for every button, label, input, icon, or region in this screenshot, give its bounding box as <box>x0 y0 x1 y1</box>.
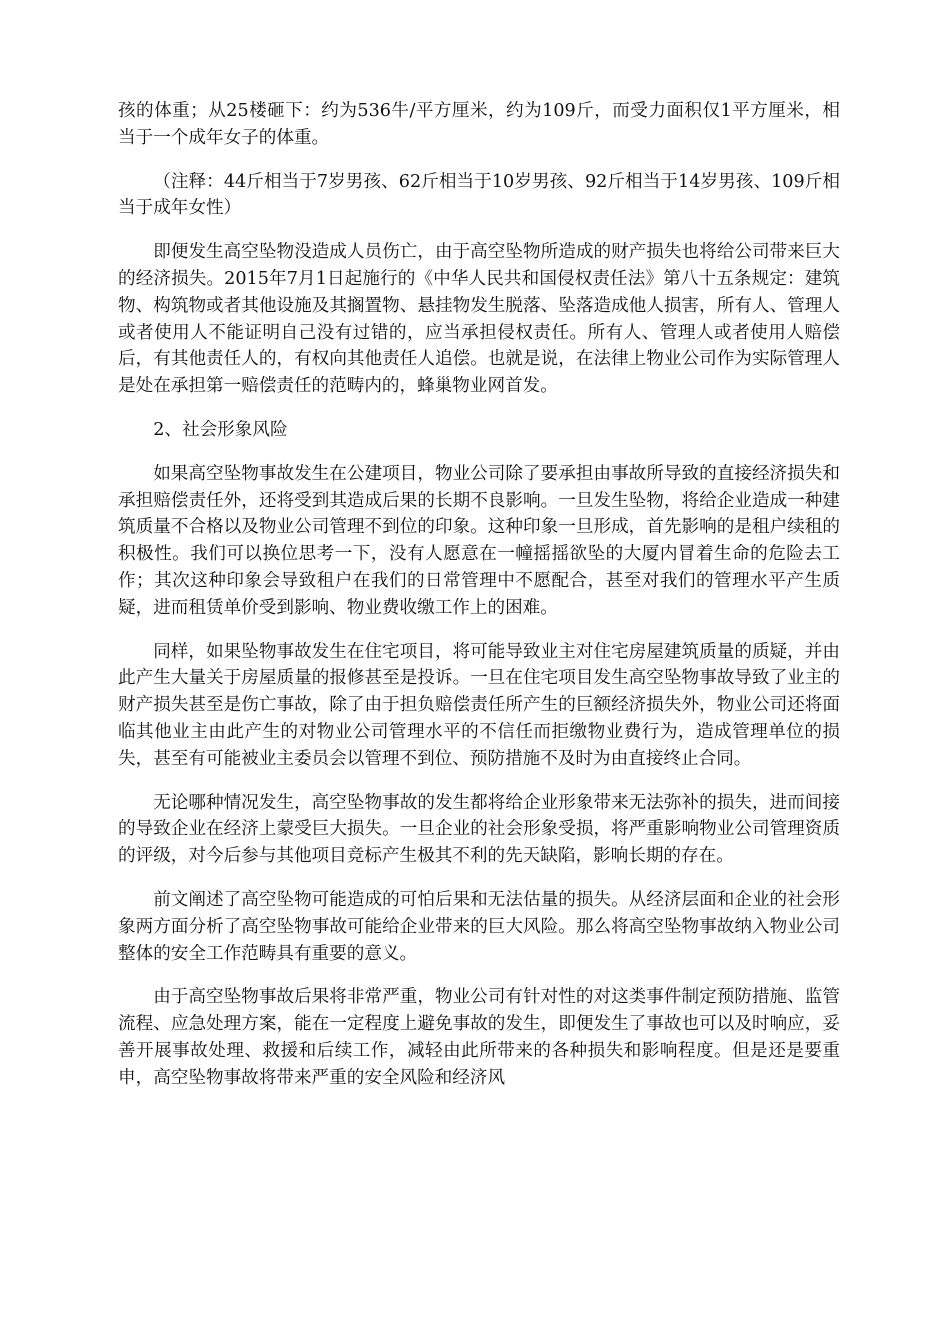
paragraph-residential-impact: 同样，如果坠物事故发生在住宅项目，将可能导致业主对住宅房屋建筑质量的质疑，并由此产生大量关于房屋质量的报修甚至是投诉。一旦在住宅项目发生高空坠物事故导致了业主的财产损失甚至是伤亡事故，除了由于担负赔偿责任所产生的巨额经济损失外，物业公司还将面临其他业主由此产生的对物业公司管理水平的不信任而拒缴物业费行为，造成管理单位的损失，甚至有可能被业主委员会以管理不到位、预防措施不及时为由直接终止合同。 <box>118 641 840 769</box>
paragraph-corporate-image-loss: 无论哪种情况发生，高空坠物事故的发生都将给企业形象带来无法弥补的损失，进而间接的导致企业在经济上蒙受巨大损失。一旦企业的社会形象受损，将严重影响物业公司管理资质的评级，对今后参与其他项目竞标产生极其不利的先天缺陷，影响长期的存在。 <box>118 792 840 867</box>
paragraph-prevention-measures: 由于高空坠物事故后果将非常严重，物业公司有针对性的对这类事件制定预防措施、监管流程、应急处理方案，能在一定程度上避免事故的发生，即便发生了事故也可以及时响应，妥善开展事故处理、救援和后续工作，减轻由此所带来的各种损失和影响程度。但是还是要重申，高空坠物事故将带来严重的安全风险和经济风 <box>118 987 840 1088</box>
paragraph-risk-summary: 前文阐述了高空坠物可能造成的可怕后果和无法估量的损失。从经济层面和企业的社会形象两方面分析了高空坠物事故可能给企业带来的巨大风险。那么将高空坠物事故纳入物业公司整体的安全工作范畴具有重要的意义。 <box>118 889 840 964</box>
section-heading-social-image-risk: 2、社会形象风险 <box>153 419 288 440</box>
paragraph-weight-comparison: 孩的体重；从25楼砸下：约为536牛/平方厘米，约为109斤，而受力面积仅1平方厘米，相当于一个成年女子的体重。 <box>118 101 840 148</box>
paragraph-legal-liability: 即便发生高空坠物没造成人员伤亡，由于高空坠物所造成的财产损失也将给公司带来巨大的经济损失。2015年7月1日起施行的《中华人民共和国侵权责任法》第八十五条规定：建筑物、构筑物或者其他设施及其搁置物、悬挂物发生脱落、坠落造成他人损害，所有人、管理人或者使用人不能证明自己没有过错的，应当承担侵权责任。所有人、管理人或者使用人赔偿后，有其他责任人的，有权向其他责任人追偿。也就是说，在法律上物业公司作为实际管理人是处在承担第一赔偿责任的范畴内的，蜂巢物业网首发。 <box>118 242 840 397</box>
paragraph-public-building-impact: 如果高空坠物事故发生在公建项目，物业公司除了要承担由事故所导致的直接经济损失和承担赔偿责任外，还将受到其造成后果的长期不良影响。一旦发生坠物，将给企业造成一种建筑质量不合格以及物业公司管理不到位的印象。这种印象一旦形成，首先影响的是租户续租的积极性。我们可以换位思考一下，没有人愿意在一幢摇摇欲坠的大厦内冒着生命的危险去工作；其次这种印象会导致租户在我们的日常管理中不愿配合，甚至对我们的管理水平产生质疑，进而租赁单价受到影响、物业费收缴工作上的困难。 <box>118 463 840 618</box>
paragraph-annotation-note: （注释：44斤相当于7岁男孩、62斤相当于10岁男孩、92斤相当于14岁男孩、109斤相当于成年女性） <box>118 171 840 219</box>
